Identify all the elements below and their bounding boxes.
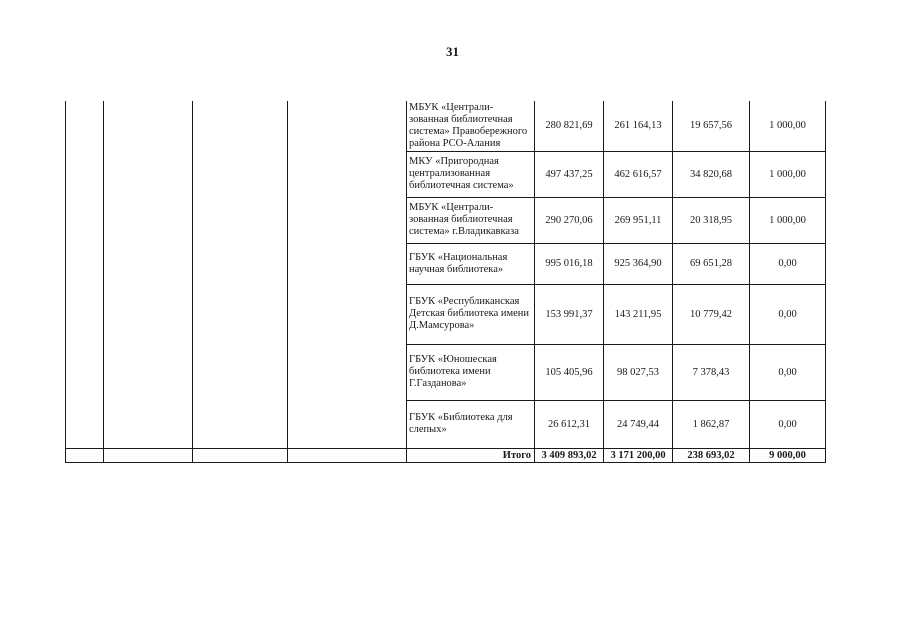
empty-cell <box>104 101 193 448</box>
empty-cell <box>66 101 104 448</box>
amount-cell: 497 437,25 <box>535 151 604 197</box>
amount-cell: 24 749,44 <box>604 400 673 448</box>
org-name-cell: ГБУК «Библиотека для слепых» <box>407 400 535 448</box>
amount-cell: 1 000,00 <box>750 197 826 243</box>
empty-cell <box>288 448 407 462</box>
org-name-cell: ГБУК «Республиканская Детская библиотека имени Д.Мамсурова» <box>407 284 535 344</box>
amount-cell: 1 000,00 <box>750 101 826 151</box>
amount-cell: 20 318,95 <box>673 197 750 243</box>
org-name-cell: МКУ «Пригородная централизованная библиотечная система» <box>407 151 535 197</box>
amount-cell: 10 779,42 <box>673 284 750 344</box>
amount-cell: 462 616,57 <box>604 151 673 197</box>
amount-cell: 269 951,11 <box>604 197 673 243</box>
total-amount-cell: 3 171 200,00 <box>604 448 673 462</box>
empty-cell <box>66 448 104 462</box>
amount-cell: 995 016,18 <box>535 243 604 284</box>
amount-cell: 26 612,31 <box>535 400 604 448</box>
amount-cell: 7 378,43 <box>673 344 750 400</box>
amount-cell: 105 405,96 <box>535 344 604 400</box>
amount-cell: 34 820,68 <box>673 151 750 197</box>
table-row <box>66 101 826 151</box>
amount-cell: 1 862,87 <box>673 400 750 448</box>
org-name-cell: МБУК «Централи-зованная библиотечная система» г.Владикавказа <box>407 197 535 243</box>
amount-cell: 143 211,95 <box>604 284 673 344</box>
empty-cell <box>104 448 193 462</box>
page-number: 31 <box>446 44 459 59</box>
empty-cell <box>193 101 288 448</box>
amount-cell: 261 164,13 <box>604 101 673 151</box>
total-amount-cell: 9 000,00 <box>750 448 826 462</box>
org-name-cell: ГБУК «Юношеская библиотека имени Г.Газданова» <box>407 344 535 400</box>
total-row <box>66 448 826 462</box>
amount-cell: 290 270,06 <box>535 197 604 243</box>
amount-cell: 19 657,56 <box>673 101 750 151</box>
org-name-cell: МБУК «Централи-зованная библиотечная система» Правобережного района РСО-Алания <box>407 101 535 151</box>
amount-cell: 69 651,28 <box>673 243 750 284</box>
amount-cell: 98 027,53 <box>604 344 673 400</box>
total-amount-cell: 238 693,02 <box>673 448 750 462</box>
amount-cell: 925 364,90 <box>604 243 673 284</box>
amount-cell: 153 991,37 <box>535 284 604 344</box>
amount-cell: 0,00 <box>750 344 826 400</box>
amount-cell: 280 821,69 <box>535 101 604 151</box>
amount-cell: 0,00 <box>750 243 826 284</box>
total-label: Итого <box>407 448 535 462</box>
empty-cell <box>193 448 288 462</box>
org-name-cell: ГБУК «Национальная научная библиотека» <box>407 243 535 284</box>
total-amount-cell: 3 409 893,02 <box>535 448 604 462</box>
amount-cell: 0,00 <box>750 400 826 448</box>
empty-cell <box>288 101 407 448</box>
amount-cell: 0,00 <box>750 284 826 344</box>
amount-cell: 1 000,00 <box>750 151 826 197</box>
budget-table <box>65 101 826 463</box>
